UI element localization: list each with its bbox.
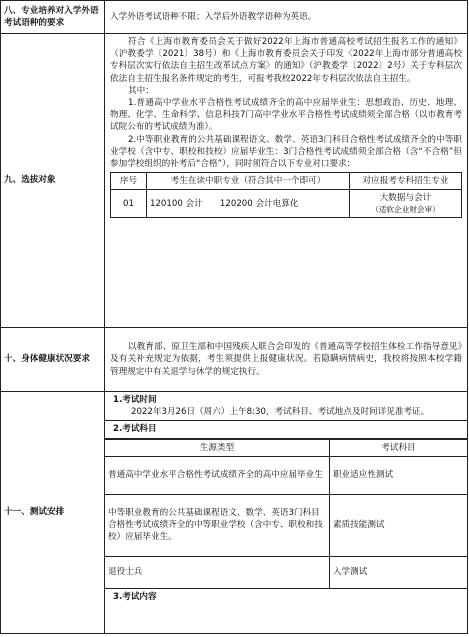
row-content [105, 392, 468, 634]
section-title: 1.考试时间 [113, 395, 157, 405]
row-label: 十一、测试安排 [1, 392, 105, 634]
paragraph: 2.中等职业教育的公共基础课程语文、数学、英语3门科目合格性考试成绩齐全的中等职业学校（含中专、职校和技校）应届毕业生：3门合格性考试成绩须全部合格（含“不合格”但参加学校组织的补考后“合格”），同时须符合以下专业对口要求： [110, 134, 462, 170]
section-title: 3.考试内容 [113, 591, 157, 602]
paragraph: 以教育部、原卫生部和中国残疾人联合会印发的《普通高等学校招生体检工作指导意见》及有关补充规定为依据，考生须提供上报健康状况。若隐瞒病情病史，我校将按照本校学籍管理规定中有关退学与休学的规定执行。 [110, 342, 462, 377]
table-header: 考生在读中职专业（符合其中一个即可） [147, 173, 350, 190]
table-cell: 120100 会计 120200 会计电算化 [147, 190, 350, 218]
table-cell: 职业适应性测试 [329, 456, 467, 494]
table-row [105, 494, 467, 556]
table-cell: 素质技能测试 [329, 494, 467, 556]
table-header: 考试科目 [329, 439, 467, 456]
row-content: 入学外语考试语种不限；入学后外语教学语种为英语。 [105, 1, 468, 34]
section-title: 2.考试科目 [113, 424, 157, 435]
paragraph: 2022年3月26日（周六）上午8:30，考试科目、考试地点及时间详见准考证。 [131, 407, 430, 418]
table-header: 序号 [111, 173, 147, 190]
row-test-arrangement [1, 392, 468, 634]
row-label: 十、身体健康状况要求 [1, 328, 105, 392]
table-row [111, 190, 462, 218]
target-note: （适软企业财会审） [371, 204, 440, 214]
table-header: 生源类型 [105, 439, 329, 456]
paragraph: 其中： [128, 85, 154, 96]
table-cell: 退役士兵 [105, 556, 329, 588]
row-content [105, 328, 468, 392]
section-exam-content [105, 589, 467, 605]
table-cell: 普通高中学业水平合格性考试成绩齐全的高中应届毕业生 [105, 456, 329, 494]
table-header: 对应报考专科招生专业 [350, 173, 462, 190]
table-cell: 中等职业教育的公共基础课程语文、数学、英语3门科目合格性考试成绩齐全的中等职业学校（含中专、职校和技校）应届毕业生。 [105, 494, 329, 556]
row-label: 九、选拔对象 [1, 34, 105, 328]
paragraph: 1.普通高中学业水平合格性考试成绩齐全的高中应届毕业生：思想政治、历史、地理、物理、化学、生命科学、信息科技7门高中学业水平合格性考试成绩须全部合格（以市教育考试院公布的考试成绩为准）。 [110, 98, 462, 133]
table-row [105, 556, 467, 588]
paragraph: 符合《上海市教育委员会关于做好2022年上海市普通高校考试招生报名工作的通知》（沪教委学〔2021〕38号）和《上海市教育委员会关于印发〈2022年上海市部分普通高校专科层次实行依法自主招生改革试点方案〉的通知》（沪教委学〔2022〕2号）关于专科层次依法自主招生报名条件规定的考生，可报考我校2022年专科层次依法自主招生。 [110, 37, 462, 84]
section-exam-subjects-title [105, 421, 467, 438]
table-cell [350, 190, 462, 218]
exam-subject-table [105, 439, 467, 589]
table-row [105, 456, 467, 494]
major-match-table [110, 172, 462, 218]
row-label: 八、专业培养对入学外语考试语种的要求 [1, 1, 105, 34]
row-language-requirement [1, 1, 468, 34]
row-selection-target [1, 34, 468, 328]
table-cell: 01 [111, 190, 147, 218]
table-cell: 入学测试 [329, 556, 467, 588]
section-exam-time [105, 392, 467, 421]
row-content [105, 34, 468, 328]
target-major: 大数据与会计 [379, 193, 432, 204]
row-health-requirement [1, 328, 468, 392]
